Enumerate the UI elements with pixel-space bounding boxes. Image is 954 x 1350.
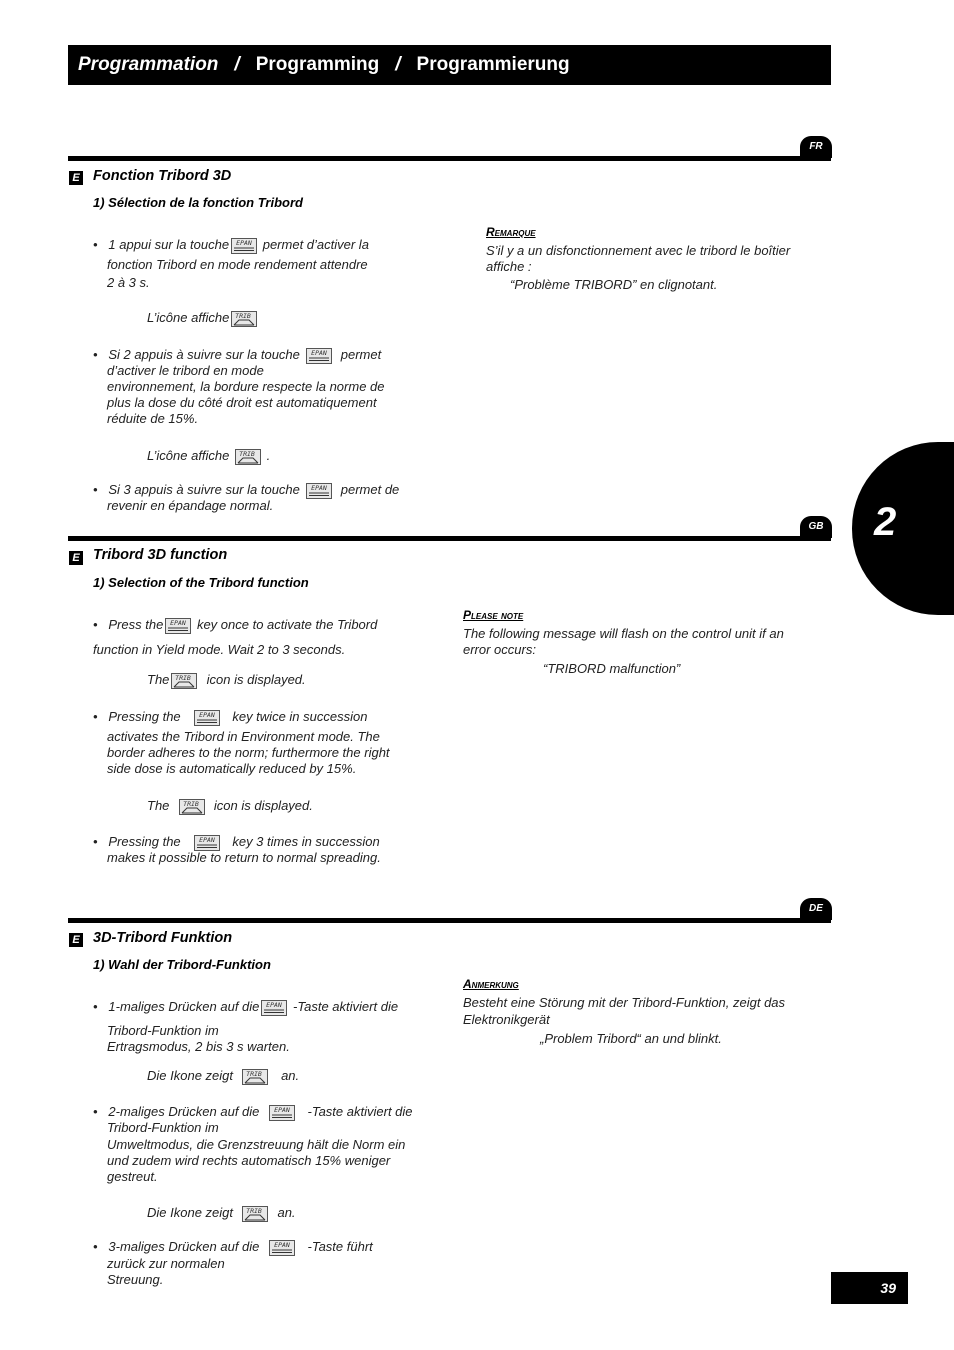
- trib-display-icon: [179, 799, 205, 815]
- bullet-item: • Press the key once to activate the Tribord: [93, 617, 378, 632]
- bullet-item: • 1-maliges Drücken auf die -Taste aktiviert die: [93, 999, 399, 1014]
- text-line: réduite de 15%.: [107, 411, 199, 426]
- chapter-tab: [852, 442, 954, 615]
- text-line: environnement, la bordure respecte la norme de: [107, 379, 385, 394]
- bullet-item: • 1 appui sur la touche permet d’activer la: [93, 237, 369, 252]
- section-title: Tribord 3D function: [93, 547, 228, 563]
- note-text: error occurs:: [463, 642, 536, 657]
- text-line: side dose is automatically reduced by 15%.: [107, 761, 357, 776]
- page-header: [68, 45, 831, 85]
- text-line: 2 à 3 s.: [107, 275, 150, 290]
- epan-key-icon: [306, 348, 332, 364]
- section-rule: [68, 536, 831, 541]
- epan-key-icon: [269, 1240, 295, 1256]
- text-line: border adheres to the norm; furthermore the right: [107, 745, 390, 760]
- note-message: „Problem Tribord“ an und blinkt.: [540, 1031, 722, 1046]
- language-tab-gb: GB: [800, 516, 832, 538]
- section-title: Fonction Tribord 3D: [93, 168, 232, 184]
- note-message: “Problème TRIBORD” en clignotant.: [510, 277, 718, 292]
- chapter-number: 2: [874, 500, 897, 544]
- note-text: Besteht eine Störung mit der Tribord-Funktion, zeigt das: [463, 995, 786, 1010]
- language-tab-fr: FR: [800, 136, 832, 158]
- section-subtitle: 1) Wahl der Tribord-Funktion: [93, 957, 271, 972]
- note-heading: Please note: [463, 608, 524, 622]
- text-line: function in Yield mode. Wait 2 to 3 seconds.: [93, 642, 346, 657]
- bullet-item: • Si 3 appuis à suivre sur la touche permet de: [93, 482, 400, 497]
- text-line: zurück zur normalen: [107, 1256, 225, 1271]
- header-title-fr: Programmation: [78, 54, 219, 75]
- note-message: “TRIBORD malfunction”: [543, 661, 681, 676]
- icon-line: L’icône affiche: [147, 310, 259, 327]
- note-text: S’il y a un disfonctionnement avec le tribord le boîtier: [486, 243, 791, 258]
- epan-key-icon: [269, 1105, 295, 1121]
- text-line: plus la dose du côté droit est automatiquement: [107, 395, 377, 410]
- text-line: Tribord-Funktion im: [107, 1023, 219, 1038]
- icon-line: Die Ikone zeigt an.: [147, 1068, 300, 1083]
- bullet-item: • 2-maliges Drücken auf die -Taste aktiviert die: [93, 1104, 413, 1119]
- section-subtitle: 1) Sélection de la fonction Tribord: [93, 195, 303, 210]
- language-tab-de: DE: [800, 898, 832, 920]
- icon-line: The icon is displayed.: [147, 798, 313, 813]
- header-separator: /: [234, 54, 240, 75]
- text-line: makes it possible to return to normal spreading.: [107, 850, 381, 865]
- text-line: d’activer le tribord en mode: [107, 363, 264, 378]
- icon-line: Die Ikone zeigt an.: [147, 1205, 296, 1220]
- epan-key-icon: [261, 1000, 287, 1016]
- epan-key-icon: [194, 710, 220, 726]
- section-rule: [68, 156, 831, 161]
- page-number: 39: [831, 1272, 908, 1304]
- header-title-gb: Programming: [255, 54, 380, 75]
- note-heading: Anmerkung: [463, 977, 519, 991]
- note-heading: Remarque: [486, 225, 536, 239]
- text-line: activates the Tribord in Environment mode. The: [107, 729, 380, 744]
- trib-display-icon: [242, 1206, 268, 1222]
- section-marker: E: [69, 933, 83, 947]
- text-line: Tribord-Funktion im: [107, 1120, 219, 1135]
- section-marker: E: [69, 551, 83, 565]
- text-line: revenir en épandage normal.: [107, 498, 274, 513]
- section-subtitle: 1) Selection of the Tribord function: [93, 575, 309, 590]
- note-text: The following message will flash on the control unit if an: [463, 626, 784, 641]
- epan-key-icon: [194, 835, 220, 851]
- text-line: Ertragsmodus, 2 bis 3 s warten.: [107, 1039, 290, 1054]
- icon-line: The icon is displayed.: [147, 672, 306, 687]
- trib-display-icon: [231, 311, 257, 327]
- trib-display-icon: [242, 1069, 268, 1085]
- text-line: Streuung.: [107, 1272, 164, 1287]
- bullet-item: • Pressing the key 3 times in succession: [93, 834, 380, 849]
- text-line: und zudem wird rechts automatisch 15% weniger: [107, 1153, 391, 1168]
- bullet-item: • Pressing the key twice in succession: [93, 709, 368, 724]
- bullet-item: • 3-maliges Drücken auf die -Taste führt: [93, 1239, 373, 1254]
- text-line: fonction Tribord en mode rendement attendre: [107, 257, 368, 272]
- note-text: Elektronikgerät: [463, 1012, 550, 1027]
- text-line: gestreut.: [107, 1169, 158, 1184]
- section-rule: [68, 918, 831, 923]
- trib-display-icon: [235, 449, 261, 465]
- epan-key-icon: [231, 238, 257, 254]
- bullet-item: • Si 2 appuis à suivre sur la touche permet: [93, 347, 382, 362]
- note-text: affiche :: [486, 259, 532, 274]
- text-line: Umweltmodus, die Grenzstreuung hält die Norm ein: [107, 1137, 406, 1152]
- header-title-de: Programmierung: [416, 54, 570, 75]
- trib-display-icon: [171, 673, 197, 689]
- section-marker: E: [69, 171, 83, 185]
- epan-key-icon: [306, 483, 332, 499]
- epan-key-icon: [165, 618, 191, 634]
- section-title: 3D-Tribord Funktion: [93, 930, 233, 946]
- header-separator: /: [395, 54, 401, 75]
- icon-line: L’icône affiche .: [147, 448, 271, 463]
